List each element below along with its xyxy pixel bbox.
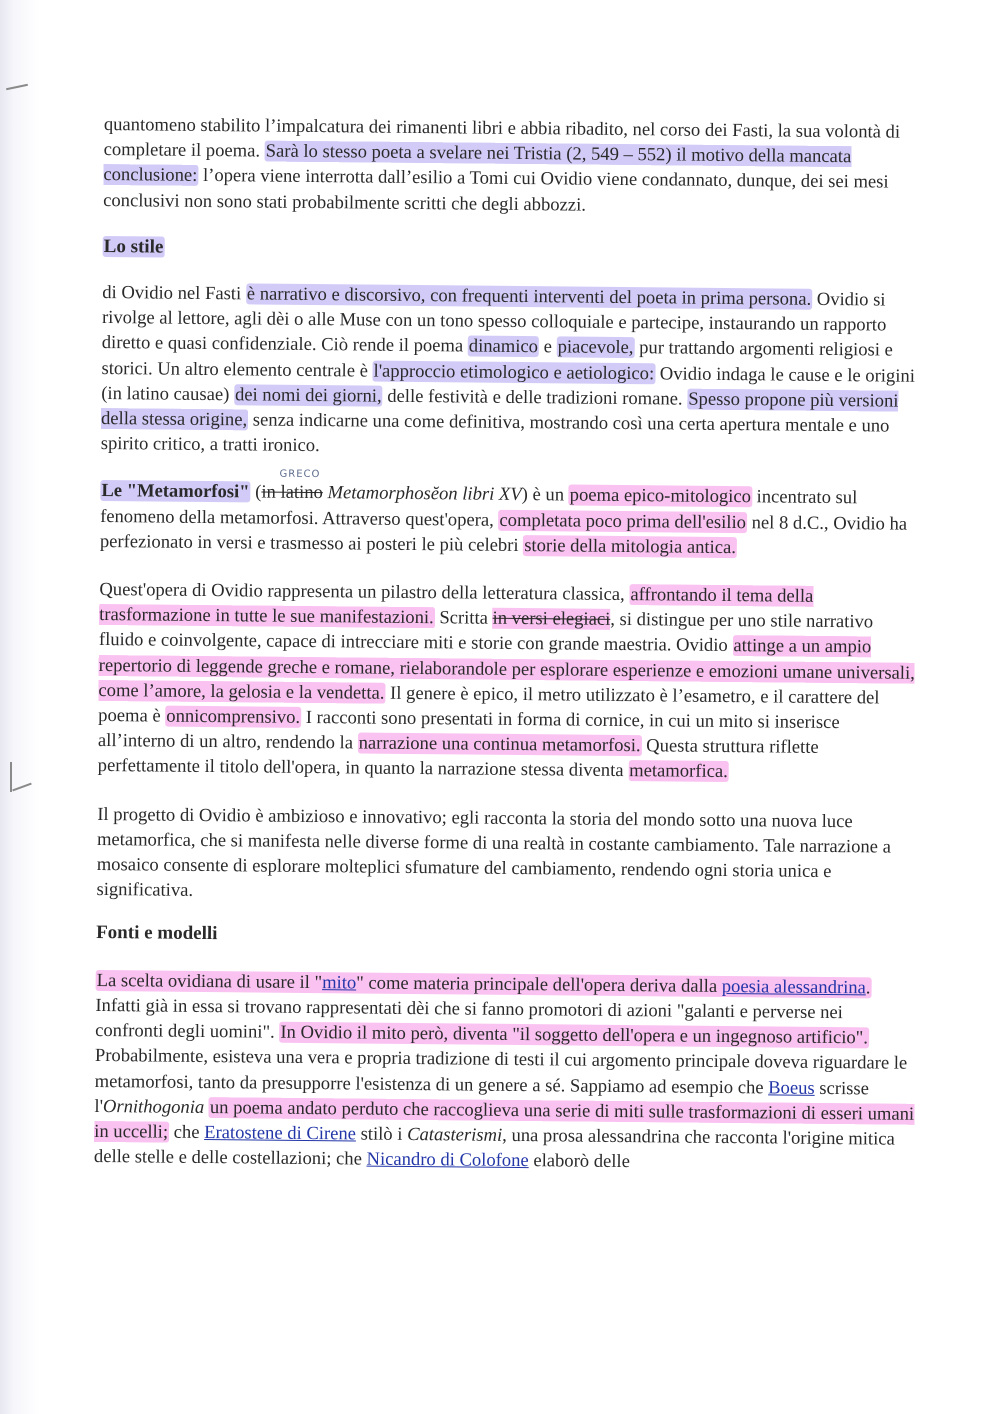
highlight-ornithogonia-desc: un poema andato perduto che raccoglieva una serie di miti sulle trasformazioni di esseri umani in uccelli; <box>94 1096 915 1143</box>
ornithogonia-title: Ornithogonia <box>102 1095 205 1118</box>
catasterismi-title: Catasterismi <box>407 1123 503 1146</box>
document-body <box>94 112 924 1177</box>
highlight-repertorio: attinge a un ampio repertorio di leggende greche e romane, rielaborandole per esplorare esperienze e emozioni umane universali, come l’amore, la gelosia e la vendetta. <box>98 635 915 704</box>
highlight-piacevole: piacevole, <box>557 336 634 359</box>
highlight-trasformazione: affrontando il tema della trasformazione in tutte le sue manifestazioni. <box>99 584 814 629</box>
latin-title: Metamorphosĕon libri XV <box>327 482 522 506</box>
fasti-conclusion-paragraph: quantomeno stabilito l’impalcatura dei rimanenti libri e abbia ribadito, nel corso dei Fasti, la sua volontà di completare il poema. Sarà lo stesso poeta a svelare nei Tristia (2, 549 – 552) il motivo della mancata conclusione: l’opera viene interrotta dall’esilio a Tomi cui Ovidio viene condannato, dunque, dei sei mesi conclusivi non sono stati probabilmente scritti che degli abbozzi. <box>103 113 901 216</box>
stile-paragraph: di Ovidio nel Fasti è narrativo e discorsivo, con frequenti interventi del poeta in prima persona. Ovidio si rivolge al lettore, agli dèi o alle Muse con un tono spesso colloquiale e partecipe, instaurando un rapporto diretto e quasi confidenziale. Ciò rende il poema dinamico e piacevole, pur trattando argomenti religiosi e storici. Un altro elemento centrale è l'approccio etimologico e aetiologico: Ovidio indaga le cause e le origini (in latino causae) dei nomi dei giorni, delle festività e delle tradizioni romane. Spesso propone più versioni della stessa origine, senza indicarne una come definitiva, mostrando così una certa apertura mentale e uno spirito critico, a tratti ironico. <box>100 282 916 457</box>
highlight-mitologia: storie della mitologia antica. <box>524 534 737 558</box>
handwritten-note: GRECO <box>279 469 321 481</box>
metamorfosi-title: Le "Metamorfosi" <box>101 480 250 503</box>
highlight-metamorfica: metamorfica. <box>629 760 728 783</box>
heading-lo-stile: Lo stile <box>103 235 164 258</box>
highlight-completata: completata poco prima dell'esilio <box>499 509 747 533</box>
strikethrough-latino: in latino <box>261 481 323 504</box>
highlight-tristia: Sarà lo stesso poeta a svelare nei Tristia (2, 549 – 552) il motivo della mancata conclusione: <box>103 140 852 187</box>
link-eratostene[interactable]: Eratostene di Cirene <box>204 1121 357 1145</box>
scan-mark-top <box>6 84 28 91</box>
highlight-etimologico: l'approccio etimologico e aetiologico: <box>373 360 655 384</box>
highlight-nomi-giorni: dei nomi dei giorni, <box>234 384 382 407</box>
link-mito[interactable]: mito <box>322 971 357 994</box>
link-boeus[interactable]: Boeus <box>768 1076 815 1099</box>
scan-mark-left-tick <box>12 783 31 792</box>
highlight-onnicomprensivo: onnicomprensivo. <box>166 705 301 728</box>
strikethrough-versi-elegiaci: in versi elegiaci <box>492 608 611 631</box>
handwritten-correction <box>261 469 323 506</box>
highlight-poema-epico: poema epico-mitologico <box>569 484 752 508</box>
questopera-paragraph: Quest'opera di Ovidio rappresenta un pilastro della letteratura classica, affrontando il tema della trasformazione in tutte le sue manifestazioni. Scritta in versi elegiaci, si distingue per uno stile narrativo fluido e coinvolgente, capace di intrecciare miti e storie con grande maestria. Ovidio attinge a un ampio repertorio di leggende greche e romane, rielaborandole per esplorare esperienze e emozioni umane universali, come l’amore, la gelosia e la vendetta. Il genere è epico, il metro utilizzato è l’esametro, e il carattere del poema è onnicomprensivo. I racconti sono presentati in forma di cornice, in cui un mito si inserisce all’interno di un altro, rendendo la narrazione una continua metamorfosi. Questa struttura riflette perfettamente il titolo dell'opera, in quanto la narrazione stessa diventa metamorfica. <box>97 579 915 783</box>
highlight-versioni: Spesso propone più versioni della stessa origine, <box>100 388 899 431</box>
progetto-paragraph: Il progetto di Ovidio è ambizioso e innovativo; egli racconta la storia del mondo sotto una nuova luce metamorfica, che si manifesta nelle diverse forme di una realtà in costante cambiamento. Tale narrazione a mosaico consente di esplorare molteplici sfumature del cambiamento, rendendo ogni storia unica e significativa. <box>96 803 892 902</box>
highlight-dinamico: dinamico <box>468 335 539 358</box>
highlight-narrativo: è narrativo e discorsivo, con frequenti interventi del poeta in prima persona. <box>246 283 812 310</box>
metamorfosi-paragraph: Le "Metamorfosi" ( GRECO in latino Metamorphosĕon libri XV) è un poema epico-mitologico incentrato sul fenomeno della metamorfosi. Attraverso quest'opera, completata poco prima dell'esilio nel 8 d.C., Ovidio ha perfezionato in versi e trasmesso ai posteri le più celebri storie della mitologia antica. <box>100 478 921 561</box>
link-poesia-alessandrina[interactable]: poesia alessandrina <box>721 975 866 999</box>
heading-fonti-modelli: Fonti e modelli <box>96 922 218 945</box>
scan-mark-left <box>10 762 12 792</box>
highlight-scelta: La scelta ovidiana di usare il "mito" come materia principale dell'opera deriva dalla poesia alessandrina. <box>96 969 871 999</box>
link-nicandro[interactable]: Nicandro di Colofone <box>366 1148 529 1172</box>
highlight-narrazione: narrazione una continua metamorfosi. <box>358 732 641 757</box>
fonti-paragraph: La scelta ovidiana di usare il "mito" come materia principale dell'opera deriva dalla poesia alessandrina. Infatti già in essa si trovano rappresentati dèi che si fanno promotori di azioni "galanti e perverse nei confronti degli uomini". In Ovidio il mito però, diventa "il soggetto dell'opera e un ingegnoso artificio". Probabilmente, esisteva una vera e propria tradizione di testi il cui argomento principale doveva riguardare le metamorfosi, tanto da presupporre l'esistenza di un genere a sé. Sappiamo ad esempio che Boeus scrisse l'Ornithogonia un poema andato perduto che raccoglieva una serie di miti sulle trasformazioni di esseri umani in uccelli; che Eratostene di Cirene stilò i Catasterismi, una prosa alessandrina che racconta l'origine mitica delle stelle e delle costellazioni; che Nicandro di Colofone elaborò delle <box>93 969 915 1173</box>
highlight-soggetto: In Ovidio il mito però, diventa "il soggetto dell'opera e un ingegnoso artificio". <box>280 1021 869 1049</box>
